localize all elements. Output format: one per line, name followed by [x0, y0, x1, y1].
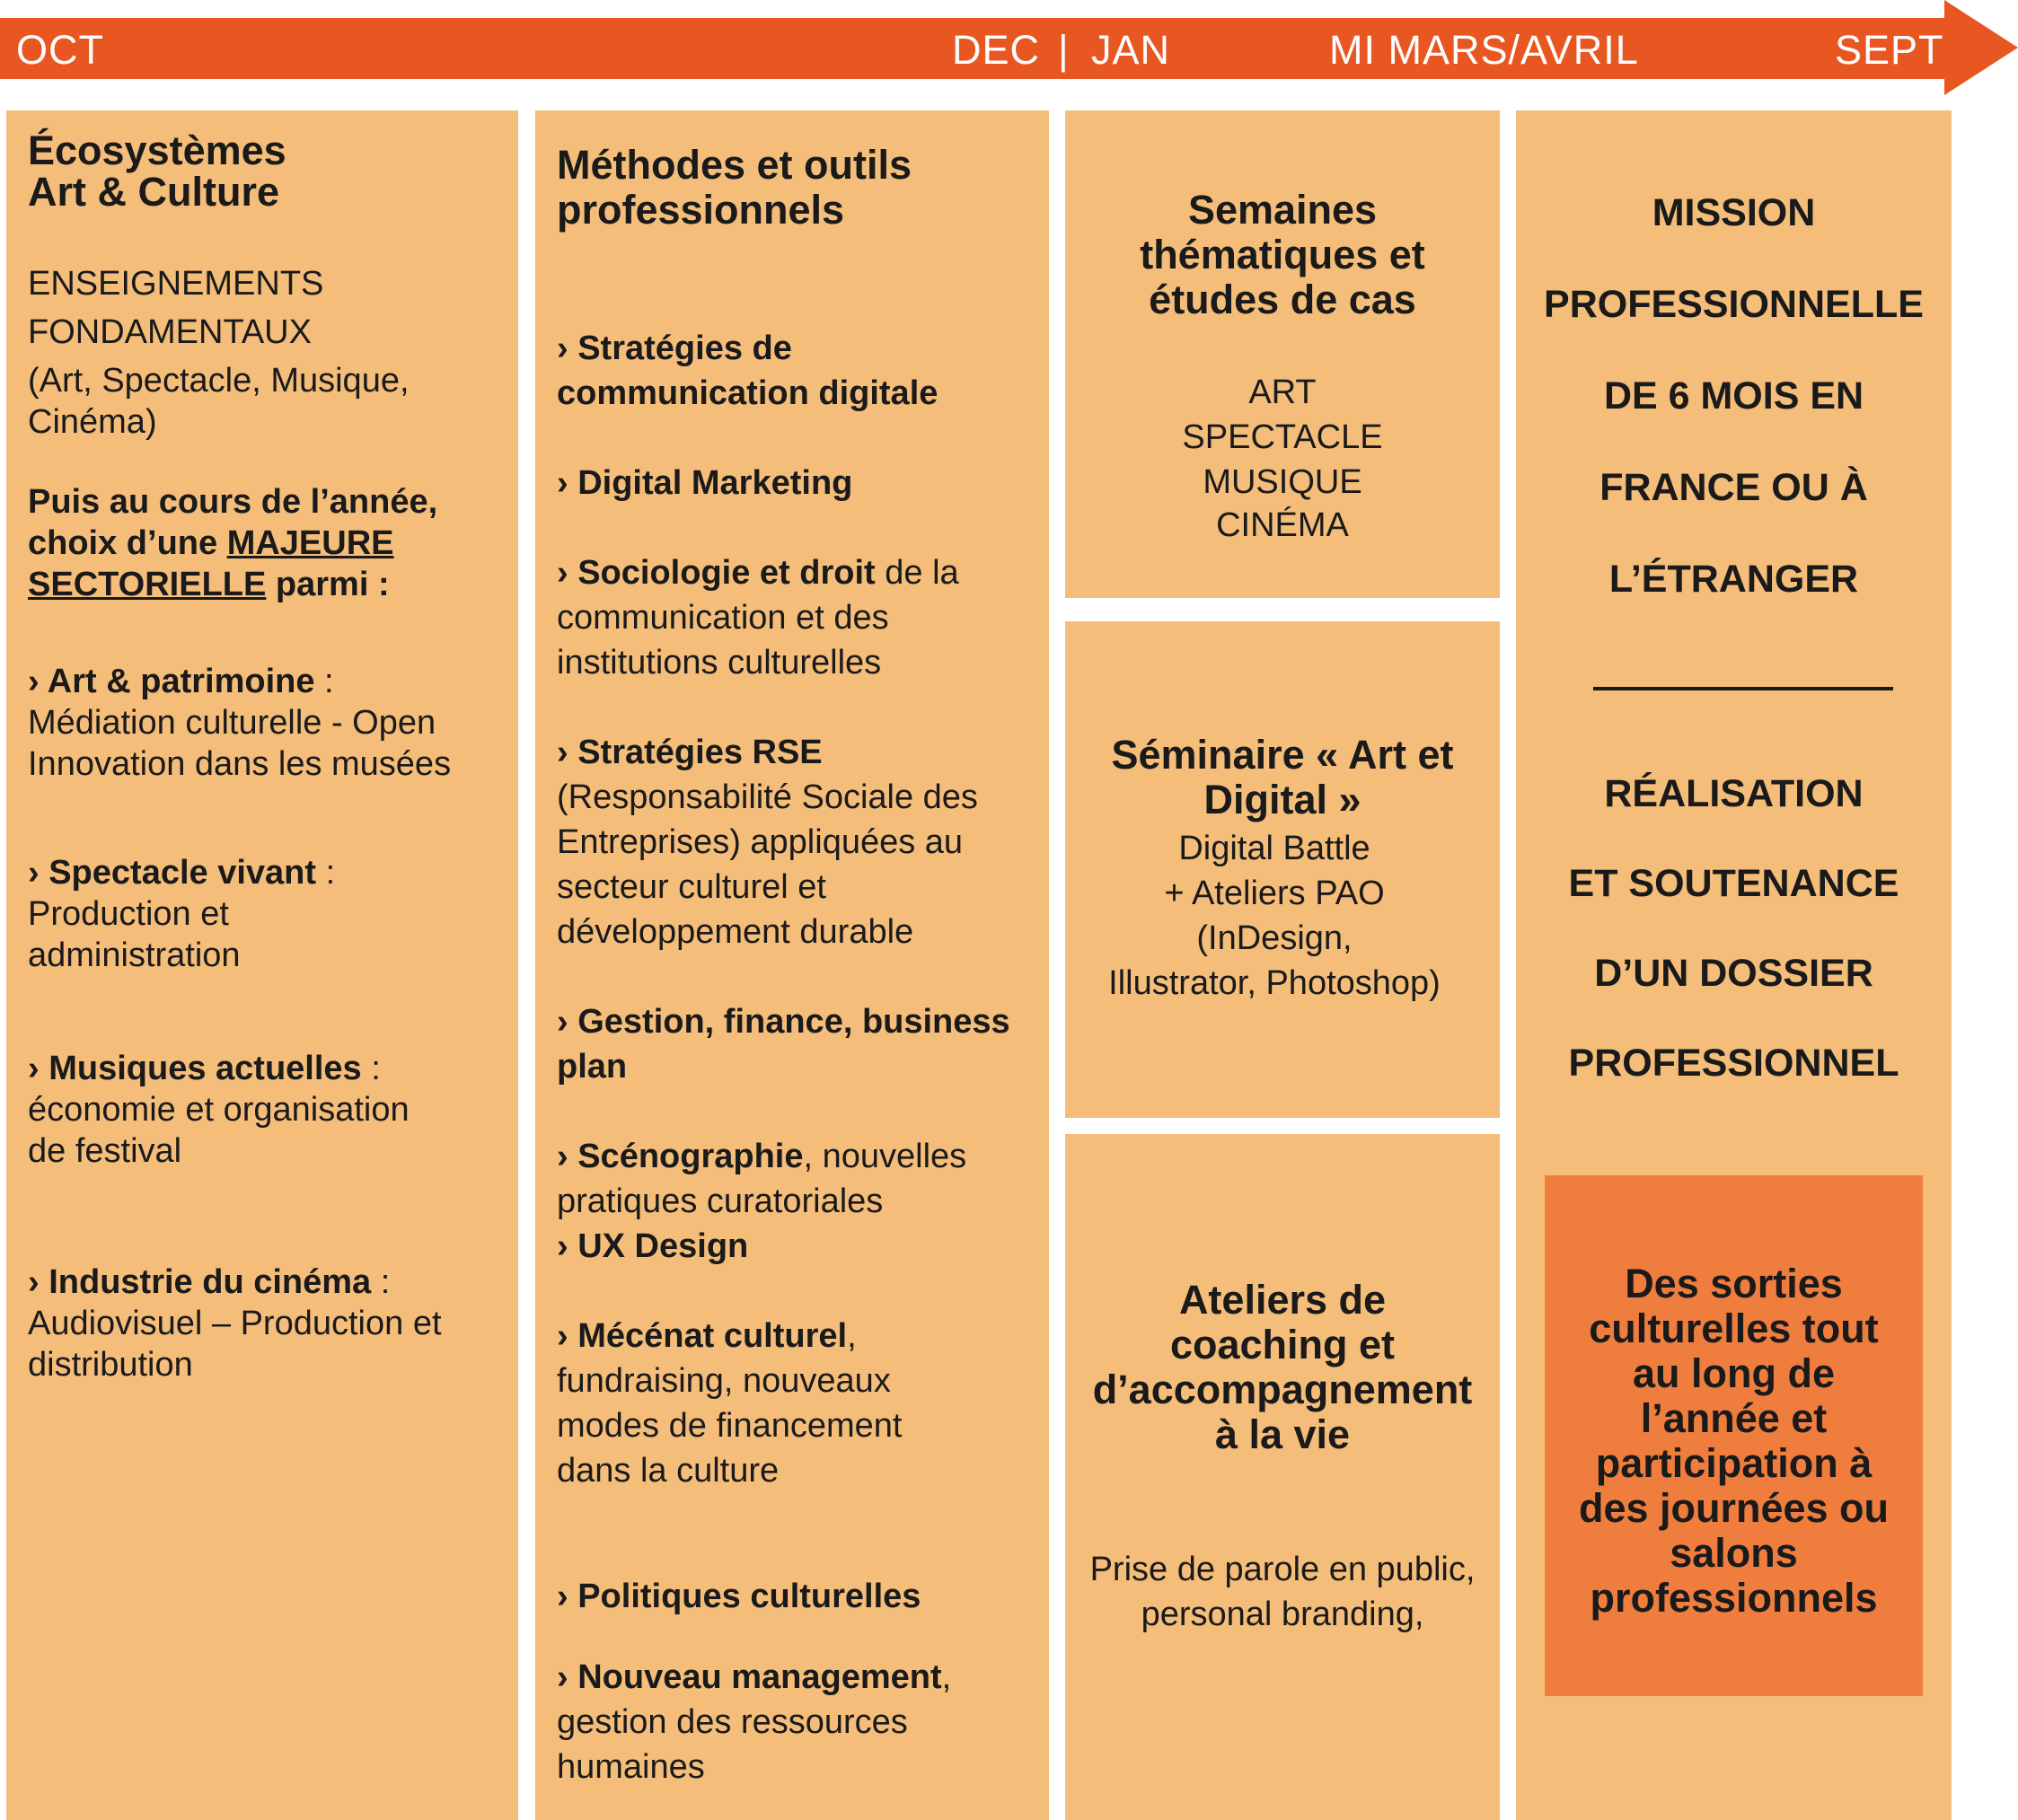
col1-choice-prefix: choix d’une [28, 524, 227, 562]
course-item-text: humaines [557, 1748, 705, 1786]
major-desc: Production et [28, 895, 229, 933]
course-item-bold: communication digitale [557, 374, 939, 412]
col1-title-line2: Art & Culture [28, 169, 279, 215]
col1-choice-suffix: parmi : [266, 566, 390, 603]
sectorielle-link: SECTORIELLE [28, 566, 267, 603]
col1-choice-line3 [28, 564, 390, 605]
col3c-title-line2: coaching et [1169, 1322, 1396, 1367]
outings-line: professionnels [1590, 1575, 1878, 1621]
course-item-line [557, 1700, 908, 1745]
course-item-line [557, 1224, 748, 1269]
course-item-line [557, 1403, 902, 1448]
course-item-bold: › Gestion, finance, business [557, 1003, 1010, 1041]
col3c-line2: personal branding, [1141, 1596, 1424, 1633]
timeline-label-dec: DEC [952, 27, 1041, 73]
timeline-label-jan: JAN [1091, 27, 1171, 73]
col3b-line4: Illustrator, Photoshop) [1108, 964, 1441, 1002]
realisation-line: PROFESSIONNEL [1568, 1042, 1899, 1085]
timeline-label-oct: OCT [16, 27, 104, 73]
mission-line: L’ÉTRANGER [1608, 558, 1859, 601]
course-item-line [557, 1314, 857, 1358]
case-study-item: ART [1248, 374, 1317, 411]
timeline-arrow [0, 0, 2018, 99]
course-item-text: secteur culturel et [557, 868, 826, 906]
course-item-line [557, 910, 913, 954]
course-item-line [557, 595, 889, 640]
course-item-bold: › Stratégies de [557, 330, 792, 367]
realisation-line: D’UN DOSSIER [1594, 952, 1873, 995]
course-item-line [557, 461, 852, 506]
course-item-line [557, 999, 1010, 1044]
panel-ecosystemes [6, 110, 518, 1820]
major-desc: de festival [28, 1132, 182, 1170]
course-item-text: fundraising, nouveaux [557, 1362, 891, 1400]
course-item-line [557, 1574, 921, 1619]
col3a-title-line2: thématiques et [1140, 232, 1425, 277]
case-study-item: SPECTACLE [1182, 418, 1383, 456]
course-item-line [557, 820, 963, 865]
course-item-line [557, 1655, 951, 1700]
course-item-line [557, 1448, 779, 1493]
course-item-line [557, 371, 938, 416]
major-title-row [28, 1262, 390, 1303]
course-item-line [557, 1179, 883, 1224]
course-item-line [557, 1044, 627, 1089]
col3c-title-line1: Ateliers de [1178, 1277, 1387, 1323]
course-item-text: de la [875, 554, 959, 592]
course-item-text: , [847, 1317, 857, 1355]
course-item-text: dans la culture [557, 1452, 780, 1490]
major-desc: Médiation culturelle - Open [28, 704, 436, 742]
major-desc: administration [28, 936, 241, 974]
course-item-bold: › Digital Marketing [557, 464, 853, 502]
course-item-text: , [941, 1658, 952, 1696]
outings-line: participation à [1595, 1440, 1873, 1486]
major-title-row [28, 852, 335, 893]
major-desc: économie et organisation [28, 1091, 410, 1129]
cultural-outings-box [1545, 1175, 1923, 1696]
major-sep: : [314, 663, 334, 700]
course-item-bold: › Sociologie et droit [557, 554, 876, 592]
col3c-title-line3: d’accompagnement [1092, 1367, 1473, 1412]
course-item-line [557, 775, 978, 820]
course-item-bold: › UX Design [557, 1227, 749, 1265]
course-item-text: pratiques curatoriales [557, 1183, 884, 1220]
major-title: › Industrie du cinéma [28, 1263, 372, 1301]
major-desc: distribution [28, 1346, 193, 1384]
col1-fundamentals-sub1: (Art, Spectacle, Musique, [28, 362, 410, 400]
major-sep: : [361, 1050, 381, 1087]
mission-line: PROFESSIONNELLE [1544, 283, 1924, 326]
course-item-bold: › Mécénat culturel [557, 1317, 848, 1355]
major-title: › Musiques actuelles [28, 1050, 362, 1087]
col3b-line3: (InDesign, [1196, 919, 1353, 957]
realisation-line: ET SOUTENANCE [1568, 862, 1899, 905]
course-item-line [557, 1358, 891, 1403]
case-study-item: CINÉMA [1216, 506, 1349, 544]
course-item-line [557, 1134, 966, 1179]
course-item-text: (Responsabilité Sociale des [557, 778, 978, 816]
realisation-line: RÉALISATION [1604, 772, 1864, 815]
course-item-text: , nouvelles [803, 1138, 967, 1175]
outings-line: salons [1670, 1530, 1798, 1576]
major-sep: : [316, 854, 336, 892]
col3b-title-line1: Séminaire « Art et [1111, 732, 1454, 778]
course-item-bold: plan [557, 1048, 628, 1086]
course-item-line [557, 865, 826, 910]
divider-line [1593, 687, 1893, 690]
course-item-bold: › Politiques culturelles [557, 1578, 921, 1615]
course-item-line [557, 640, 881, 685]
col1-title-line1: Écosystèmes [28, 127, 286, 173]
major-title: › Art & patrimoine [28, 663, 315, 700]
course-item-text: Entreprises) appliquées au [557, 823, 964, 861]
outings-line: au long de [1633, 1350, 1835, 1396]
timeline-label-sept: SEPT [1835, 27, 1944, 73]
outings-line: l’année et [1640, 1395, 1828, 1441]
col1-choice-line2 [28, 523, 394, 564]
col3c-line1: Prise de parole en public, [1089, 1551, 1476, 1588]
col3a-title-line1: Semaines [1187, 187, 1378, 233]
majeure-link: MAJEURE [226, 524, 394, 562]
col1-fundamentals-line2: FONDAMENTAUX [28, 313, 312, 351]
outings-line: culturelles tout [1589, 1306, 1879, 1351]
col1-choice-line1: Puis au cours de l’année, [28, 483, 438, 521]
col2-title-line1: Méthodes et outils [557, 142, 912, 188]
col1-fundamentals-line1: ENSEIGNEMENTS [28, 265, 324, 303]
major-desc: Audiovisuel – Production et [28, 1305, 442, 1342]
col3c-title-line4: à la vie [1214, 1411, 1351, 1457]
panel-ateliers-coaching [1065, 1134, 1500, 1820]
course-item-bold: › Stratégies RSE [557, 734, 823, 771]
major-sep: : [371, 1263, 391, 1301]
major-title: › Spectacle vivant [28, 854, 317, 892]
major-desc: Innovation dans les musées [28, 745, 452, 783]
course-item-text: gestion des ressources [557, 1703, 908, 1741]
outings-line: des journées ou [1578, 1485, 1890, 1531]
panel-seminaire-art-digital [1065, 621, 1500, 1118]
major-title-row [28, 661, 334, 702]
timeline-label-mars-avril: MI MARS/AVRIL [1329, 27, 1639, 73]
course-item-line [557, 550, 959, 595]
timeline-separator: | [1058, 27, 1070, 73]
col1-fundamentals-sub2: Cinéma) [28, 403, 157, 441]
outings-line: Des sorties [1625, 1261, 1843, 1306]
course-item-text: développement durable [557, 913, 914, 951]
course-item-text: communication et des [557, 599, 889, 637]
course-item-line [557, 1745, 705, 1789]
course-item-text: modes de financement [557, 1407, 903, 1445]
panel-semaines-thematiques [1065, 110, 1500, 598]
col3b-title-line2: Digital » [1203, 777, 1361, 822]
course-item-bold: › Scénographie [557, 1138, 804, 1175]
col3b-line2: + Ateliers PAO [1164, 875, 1385, 912]
mission-line: MISSION [1652, 191, 1816, 234]
col3a-title-line3: études de cas [1149, 277, 1416, 322]
case-study-item: MUSIQUE [1203, 463, 1362, 501]
mission-line: DE 6 MOIS EN [1603, 374, 1864, 418]
mission-line: FRANCE OU À [1599, 466, 1868, 509]
course-item-text: institutions culturelles [557, 644, 882, 681]
col2-title-line2: professionnels [557, 187, 845, 233]
col3b-line1: Digital Battle [1178, 830, 1370, 867]
course-item-line [557, 730, 823, 775]
course-item-line [557, 326, 792, 371]
course-item-bold: › Nouveau management [557, 1658, 942, 1696]
panel-mission-professionnelle [1516, 110, 1952, 1820]
major-title-row [28, 1048, 381, 1089]
panel-methodes-outils [535, 110, 1049, 1820]
